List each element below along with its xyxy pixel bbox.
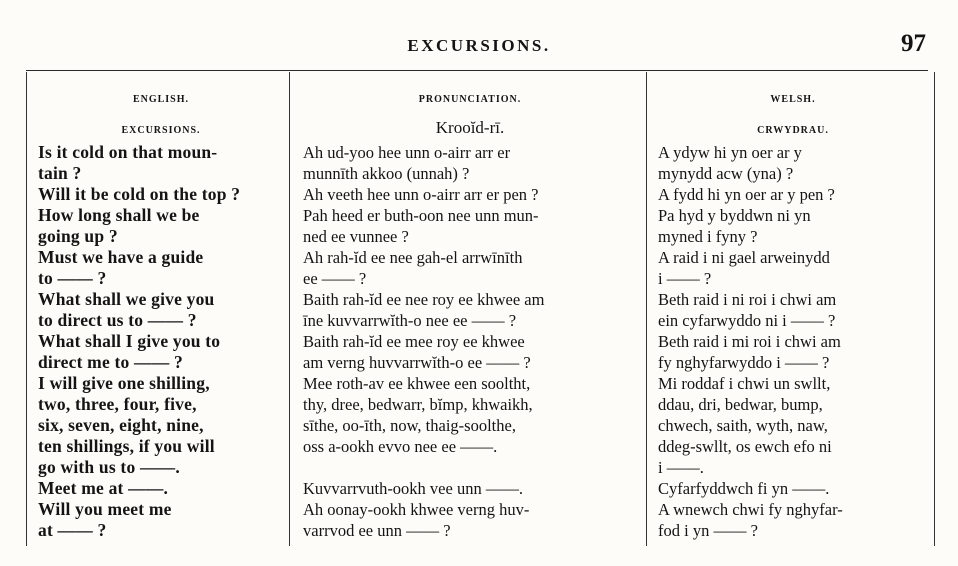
entry-line: Mi roddaf i chwi un swllt, — [658, 374, 831, 393]
entry-line: ein cyfarwyddo ni i —— ? — [658, 311, 836, 330]
entry-line: fy nghyfarwyddo i —— ? — [658, 353, 830, 372]
entry-line: Kuvvarrvuth-ookh vee unn ——. — [303, 479, 523, 498]
entry-line: Beth raid i ni roi i chwi am — [658, 290, 837, 309]
column-divider-left — [26, 72, 27, 546]
table-top-rule — [26, 70, 928, 71]
entry-line: thy, dree, bedwarr, bĭmp, khwaikh, — [303, 395, 533, 414]
entry — [303, 478, 637, 499]
entry-line: Baith rah-ĭd ee nee roy ee khwee am — [303, 290, 545, 309]
column-heading: PRONUNCIATION. — [418, 94, 522, 105]
welsh-column — [658, 94, 928, 540]
entry-line: i —— ? — [658, 269, 712, 288]
entry-line: at —— ? — [38, 520, 107, 540]
entry-line: A fydd hi yn oer ar y pen ? — [658, 185, 835, 204]
entry-line: A ydyw hi yn oer ar y — [658, 143, 802, 162]
entry-line: myned i fyny ? — [658, 227, 758, 246]
entry-line: Ah veeth hee unn o-airr arr er pen ? — [303, 185, 539, 204]
entry — [658, 499, 928, 541]
entry-line: to —— ? — [38, 268, 107, 288]
entry — [303, 499, 637, 541]
entry — [38, 142, 284, 184]
entry-line: ddeg-swllt, os ewch efo ni — [658, 437, 832, 456]
entry — [658, 247, 928, 289]
entry-line: am verng huvvarrwĭth-o ee —— ? — [303, 353, 531, 372]
entry-line: Baith rah-ĭd ee mee roy ee khwee — [303, 332, 525, 351]
entry-line: chwech, saith, wyth, naw, — [658, 416, 828, 435]
column-subheading: Krooĭd-rī. — [435, 118, 505, 137]
entry-line: Will you meet me — [38, 499, 172, 519]
entry-line: ten shillings, if you will — [38, 436, 215, 456]
entry — [38, 247, 284, 289]
entry — [658, 205, 928, 247]
entry-line: direct me to —— ? — [38, 352, 183, 372]
entry-line: What shall I give you to — [38, 331, 221, 351]
entry-line: going up ? — [38, 226, 118, 246]
entry-line: to direct us to —— ? — [38, 310, 197, 330]
entry — [303, 247, 637, 289]
column-divider-right — [934, 72, 935, 546]
entry-line: A raid i ni gael arweinydd — [658, 248, 830, 267]
entry-line: How long shall we be — [38, 205, 200, 225]
entry-line: Mee roth-av ee khwee een sooltht, — [303, 374, 531, 393]
entry — [658, 184, 928, 205]
entry — [38, 184, 284, 205]
entry-line: Pah heed er buth-oon nee unn mun- — [303, 206, 539, 225]
entry — [38, 289, 284, 331]
entry — [658, 142, 928, 184]
entry-line: munnīth akkoo (unnah) ? — [303, 164, 470, 183]
entry — [303, 289, 637, 331]
page-number: 97 — [901, 30, 926, 57]
entry-line: īne kuvvarrwĭth-o nee ee —— ? — [303, 311, 517, 330]
english-column — [38, 94, 284, 540]
entry-line: ee —— ? — [303, 269, 367, 288]
entry — [658, 373, 928, 478]
entry-line: Must we have a guide — [38, 247, 204, 267]
column-divider-2 — [646, 72, 647, 546]
entry — [303, 373, 637, 457]
entry-line: ned ee vunnee ? — [303, 227, 409, 246]
entry-line: Beth raid i mi roi i chwi am — [658, 332, 841, 351]
entry-line: i ——. — [658, 458, 704, 477]
entry — [303, 331, 637, 373]
entry-line: two, three, four, five, — [38, 394, 197, 414]
entry-line: Is it cold on that moun- — [38, 142, 218, 162]
entry-line: tain ? — [38, 163, 82, 183]
column-subheading: CRWYDRAU. — [757, 125, 829, 136]
entry-line: fod i yn —— ? — [658, 521, 758, 540]
entry-line: Ah oonay-ookh khwee verng huv- — [303, 500, 530, 519]
entry-line: oss a-ookh evvo nee ee ——. — [303, 437, 498, 456]
column-divider-1 — [289, 72, 290, 546]
entry-line: What shall we give you — [38, 289, 215, 309]
column-heading: WELSH. — [770, 94, 816, 105]
entry-line: go with us to ——. — [38, 457, 180, 477]
entry — [38, 478, 284, 499]
running-title: EXCURSIONS. — [407, 36, 551, 55]
entry — [658, 478, 928, 499]
entry-line: Meet me at ——. — [38, 478, 169, 498]
entry — [303, 205, 637, 247]
entry — [303, 184, 637, 205]
entry-line: Ah rah-ĭd ee nee gah-el arrwīnīth — [303, 248, 523, 267]
entry — [658, 331, 928, 373]
column-heading: ENGLISH. — [132, 94, 190, 105]
entry — [38, 373, 284, 478]
entry-line: I will give one shilling, — [38, 373, 210, 393]
entry-line: A wnewch chwi fy nghyfar- — [658, 500, 843, 519]
entry-line: ddau, dri, bedwar, bump, — [658, 395, 823, 414]
entry-line: Pa hyd y byddwn ni yn — [658, 206, 811, 225]
entry-line: Cyfarfyddwch fi yn ——. — [658, 479, 830, 498]
entry — [38, 499, 284, 541]
entry-line: varrvod ee unn —— ? — [303, 521, 451, 540]
pronunciation-column — [303, 94, 637, 540]
page-header — [0, 0, 958, 70]
column-subheading: EXCURSIONS. — [121, 125, 201, 136]
entry-line: sīthe, oo-īth, now, thaig-soolthe, — [303, 416, 516, 435]
entry — [658, 289, 928, 331]
entry — [303, 142, 637, 184]
entry-line: Will it be cold on the top ? — [38, 184, 241, 204]
entry-line: six, seven, eight, nine, — [38, 415, 204, 435]
entry-line: Ah ud-yoo hee unn o-airr arr er — [303, 143, 511, 162]
entry — [38, 205, 284, 247]
entry-line: mynydd acw (yna) ? — [658, 164, 794, 183]
entry — [38, 331, 284, 373]
